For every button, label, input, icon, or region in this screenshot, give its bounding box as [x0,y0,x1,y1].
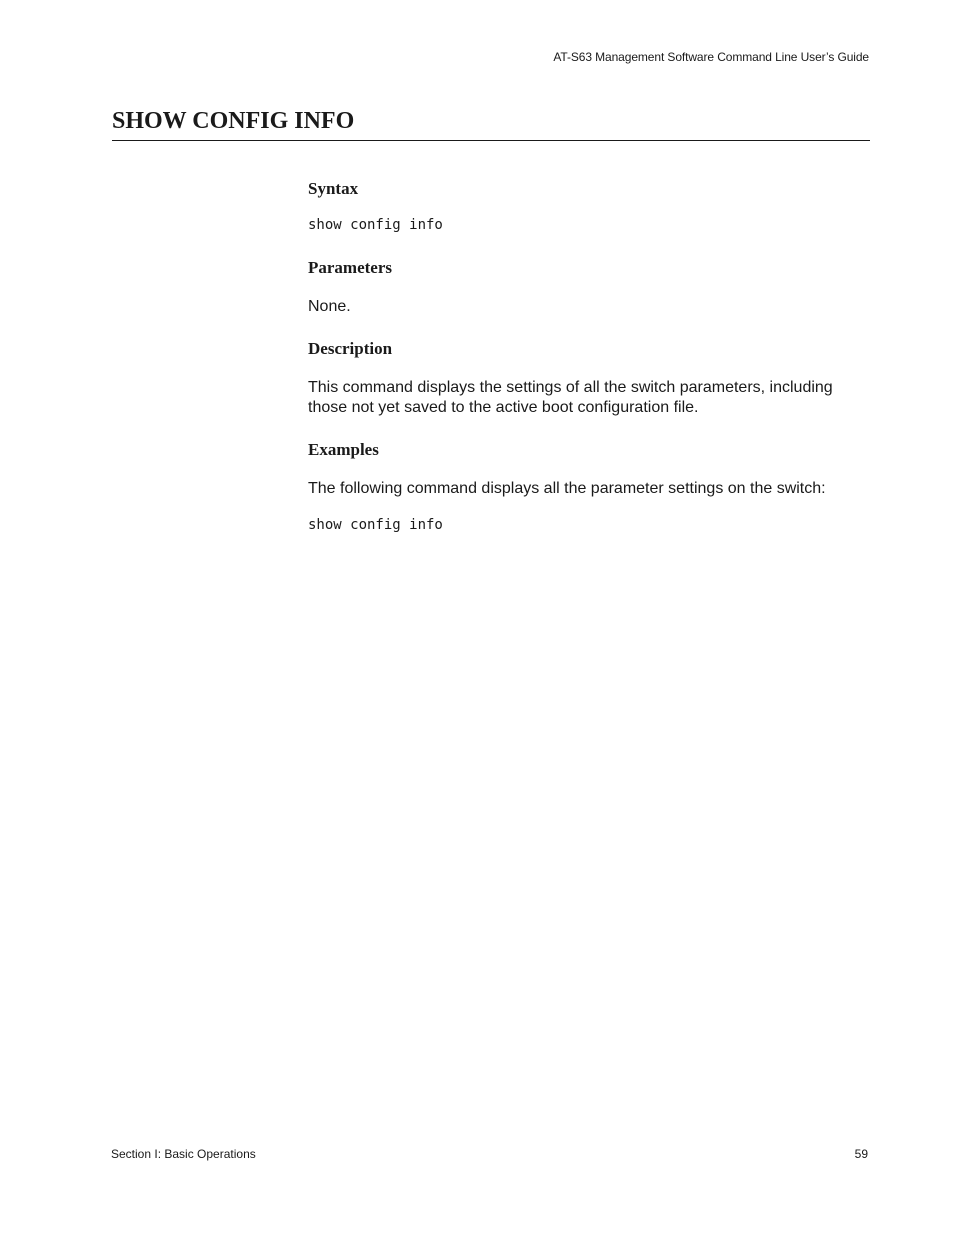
parameters-text-block [308,297,870,317]
description-text-block [308,378,870,418]
parameters-heading: Parameters [308,258,393,277]
examples-heading-block [308,440,870,460]
description-line-2: those not yet saved to the active boot configuration file. [308,399,699,416]
page-title: SHOW CONFIG INFO [112,108,355,134]
footer-page-number: 59 [854,1147,868,1161]
syntax-command: show config info [308,217,443,233]
examples-command: show config info [308,517,443,533]
examples-intro: The following command displays all the parameter settings on the switch: [308,480,826,497]
syntax-heading: Syntax [308,179,359,198]
examples-heading: Examples [308,440,379,459]
description-heading: Description [308,339,393,358]
parameters-heading-block [308,258,870,278]
syntax-heading-block [308,179,870,199]
examples-intro-block [308,479,870,499]
syntax-code-block [308,217,870,233]
title-divider [112,140,870,141]
examples-code-block [308,517,870,533]
description-line-1: This command displays the settings of all the switch parameters, including [308,379,833,396]
footer-section-label: Section I: Basic Operations [111,1147,256,1161]
parameters-text: None. [308,298,351,315]
description-heading-block [308,339,870,359]
description-text [308,378,870,418]
running-header: AT-S63 Management Software Command Line User’s Guide [553,50,869,64]
